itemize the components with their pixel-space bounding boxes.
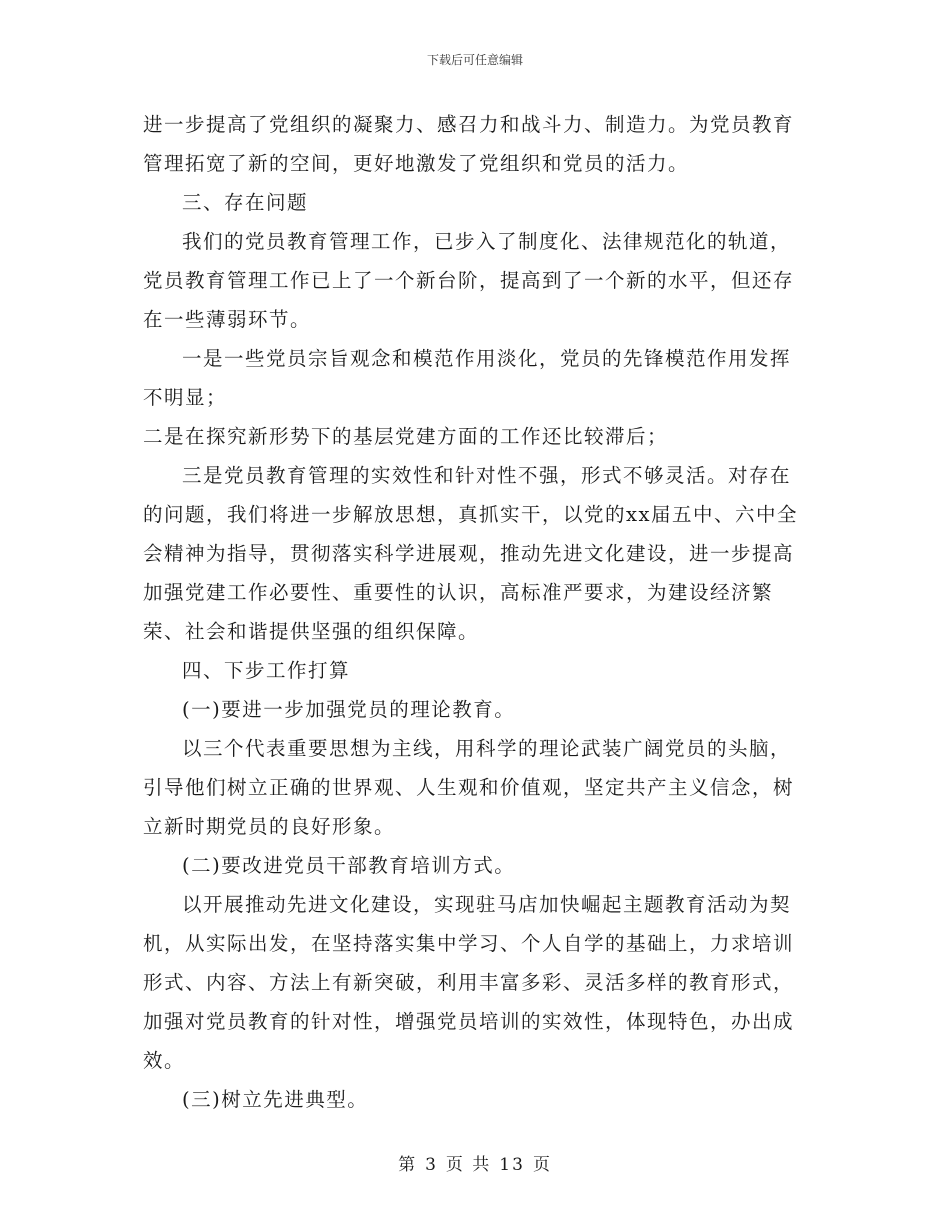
paragraph: 三是党员教育管理的实效性和针对性不强，形式不够灵活。对存在的问题，我们将进一步解放思想，真抓实干，以党的xx届五中、六中全会精神为指导，贯彻落实科学进展观，推动先进文化建设，进一步提高加强党建工作必要性、重要性的认识，高标准严要求，为建设经济繁荣、社会和谐提供坚强的组织保障。 <box>143 464 798 643</box>
paragraph: 以开展推动先进文化建设，实现驻马店加快崛起主题教育活动为契机，从实际出发，在坚持落实集中学习、个人自学的基础上，力求培训形式、内容、方法上有新突破，利用丰富多彩、灵活多样的教育形式，加强对党员教育的针对性，增强党员培训的实效性，体现特色，办出成效。 <box>143 893 795 1072</box>
section-heading-problems: 三、存在问题 <box>182 191 309 214</box>
footer-total-pages: 13 <box>499 1155 525 1175</box>
footer-page-number: 3 <box>425 1155 438 1175</box>
subsection-heading-3: (三)树立先进典型。 <box>182 1088 369 1111</box>
paragraph: 一是一些党员宗旨观念和模范作用淡化，党员的先锋模范作用发挥不明显； <box>143 347 792 409</box>
footer-middle: 页 共 <box>445 1155 492 1175</box>
paragraph: 以三个代表重要思想为主线，用科学的理论武装广阔党员的头脑，引导他们树立正确的世界观、人生观和价值观，坚定共产主义信念，树立新时期党员的良好形象。 <box>143 737 795 838</box>
footer-suffix: 页 <box>532 1155 552 1175</box>
section-heading-next-steps: 四、下步工作打算 <box>182 659 351 682</box>
subsection-heading-2: (二)要改进党员干部教育培训方式。 <box>182 854 516 877</box>
paragraph: 二是在探究新形势下的基层党建方面的工作还比较滞后； <box>143 425 669 448</box>
paragraph-continuation: 进一步提高了党组织的凝聚力、感召力和战斗力、制造力。为党员教育管理拓宽了新的空间，更好地激发了党组织和党员的活力。 <box>143 113 795 175</box>
paragraph: 我们的党员教育管理工作，已步入了制度化、法律规范化的轨道，党员教育管理工作已上了一个新台阶，提高到了一个新的水平，但还存在一些薄弱环节。 <box>143 230 795 331</box>
page-footer <box>0 1154 950 1176</box>
footer-prefix: 第 <box>398 1155 418 1175</box>
document-body <box>143 105 803 1119</box>
page-header: 下载后可任意编辑 <box>426 53 523 67</box>
subsection-heading-1: (一)要进一步加强党员的理论教育。 <box>182 698 516 721</box>
